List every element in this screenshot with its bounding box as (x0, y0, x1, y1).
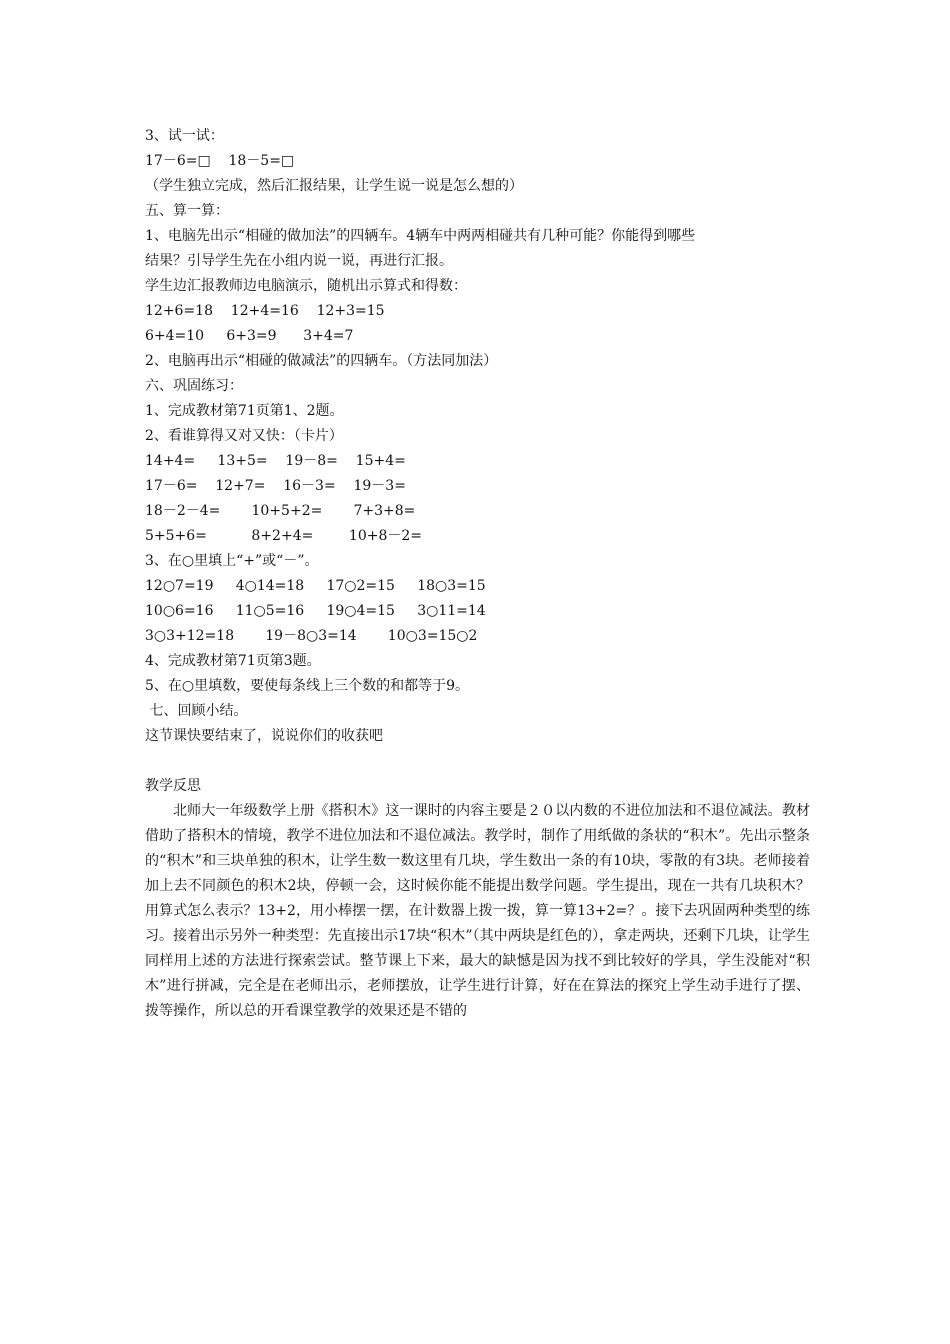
equation-line: 3○3+12=18 19－8○3=14 10○3=15○2 (145, 628, 478, 644)
equation-line: 10○6=16 11○5=16 19○4=15 3○11=14 (145, 603, 486, 619)
text-line: 结果？引导学生先在小组内说一说，再进行汇报。 (145, 253, 453, 269)
equation-line: 14+4= 13+5= 19－8= 15+4= (145, 453, 406, 469)
section-heading: 七、回顾小结。 (145, 703, 248, 719)
equation-line: 12○7=19 4○14=18 17○2=15 18○3=15 (145, 578, 486, 594)
text-line: 3、在○里填上“+”或“－”。 (145, 553, 319, 569)
document-page (145, 124, 810, 1024)
text-line: （学生独立完成，然后汇报结果，让学生说一说是怎么想的） (145, 178, 523, 194)
text-line: 3、试一试： (145, 128, 224, 144)
text-line: 学生边汇报教师边电脑演示，随机出示算式和得数： (145, 278, 467, 294)
text-line: 这节课快要结束了，说说你们的收获吧 (145, 728, 383, 744)
text-line: 17－6=□ 18－5=□ (145, 153, 295, 169)
section-heading: 六、巩固练习： (145, 378, 243, 394)
equation-line: 18－2－4= 10+5+2= 7+3+8= (145, 503, 416, 519)
text-line: 1、电脑先出示“相碰的做加法”的四辆车。4辆车中两两相碰共有几种可能？你能得到哪些 (145, 228, 696, 244)
text-line: 4、完成教材第71页第3题。 (145, 653, 321, 669)
text-line: 5、在○里填数，要使每条线上三个数的和都等于9。 (145, 678, 470, 694)
equation-line: 5+5+6= 8+2+4= 10+8－2= (145, 528, 423, 544)
section-heading: 五、算一算： (145, 203, 229, 219)
equation-line: 12+6=18 12+4=16 12+3=15 (145, 303, 385, 319)
text-line: 2、看谁算得又对又快：（卡片） (145, 428, 343, 444)
reflection-paragraph: 北师大一年级数学上册《搭积木》这一课时的内容主要是２０以内数的不进位加法和不退位减法。教材借助了搭积木的情境，教学不进位加法和不退位减法。教学时，制作了用纸做的条状的“积木”。先出示整条的“积木”和三块单独的积木，让学生数一数这里有几块，学生数出一条的有10块，零散的有3块。老师接着加上去不同颜色的积木2块，停顿一会，这时候你能不能提出数学问题。学生提出，现在一共有几块积木？用算式怎么表示？13+2，用小棒摆一摆，在计数器上拨一拨，算一算13+2=？。接下去巩固两种类型的练习。接着出示另外一种类型：先直接出示17块“积木”（其中两块是红色的），拿走两块，还剩下几块，让学生同样用上述的方法进行探索尝试。整节课上下来，最大的缺憾是因为找不到比较好的学具，学生没能对“积木”进行拼减，完全是在老师出示，老师摆放，让学生进行计算，好在在算法的探究上学生动手进行了摆、拨等操作，所以总的开看课堂教学的效果还是不错的 (145, 803, 810, 1019)
equation-line: 6+4=10 6+3=9 3+4=7 (145, 328, 354, 344)
reflection-heading: 教学反思 (145, 778, 201, 794)
text-line: 1、完成教材第71页第1、2题。 (145, 403, 344, 419)
equation-line: 17－6= 12+7= 16－3= 19－3= (145, 478, 406, 494)
blank-line (145, 749, 810, 774)
text-line: 2、电脑再出示“相碰的做减法”的四辆车。（方法同加法） (145, 353, 498, 369)
